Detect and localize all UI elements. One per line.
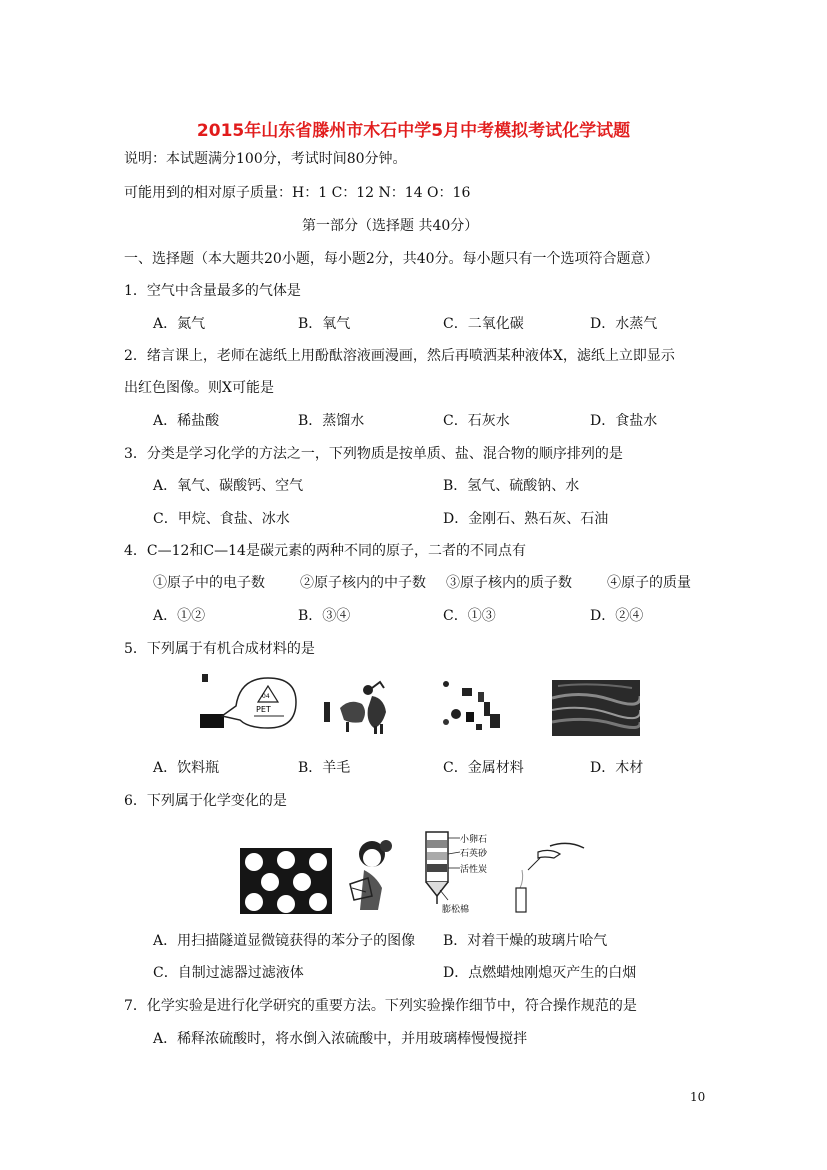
- question-6-stem: 6．下列属于化学变化的是: [124, 793, 287, 809]
- q4-option-c: C．①③: [443, 608, 496, 624]
- q4-option-b: B．③④: [298, 608, 351, 624]
- candle-smoke-image: [510, 836, 586, 916]
- q6-option-a: A．用扫描隧道显微镜获得的苯分子的图像: [153, 933, 416, 949]
- part-heading: 第一部分（选择题 共40分）: [302, 218, 479, 234]
- question-3-stem: 3．分类是学习化学的方法之一，下列物质是按单质、盐、混合物的顺序排列的是: [124, 446, 623, 462]
- q2-option-d: D．食盐水: [590, 413, 658, 429]
- section-heading: 一、选择题（本大题共20小题，每小题2分，共40分。每小题只有一个选项符合题意）: [124, 251, 659, 267]
- q4-item-3: ③原子核内的质子数: [446, 575, 572, 591]
- q3-option-c: C．甲烷、食盐、冰水: [153, 511, 290, 527]
- metal-material-image: [432, 678, 512, 734]
- page-number: 10: [690, 1090, 706, 1104]
- q4-item-1: ①原子中的电子数: [153, 575, 265, 591]
- q2-option-b: B．蒸馏水: [298, 413, 365, 429]
- q6-option-b: B．对着干燥的玻璃片哈气: [443, 933, 608, 949]
- svg-text:PET: PET: [256, 705, 271, 714]
- question-4-stem: 4．C—12和C—14是碳元素的两种不同的原子，二者的不同点有: [124, 543, 526, 559]
- q4-item-2: ②原子核内的中子数: [300, 575, 426, 591]
- q4-option-a: A．①②: [153, 608, 206, 624]
- question-2-stem-cont: 出红色图像。则X可能是: [124, 380, 274, 396]
- filter-label-activated-carbon: 活性炭: [460, 865, 488, 875]
- homemade-filter-image: [420, 826, 512, 920]
- q3-option-a: A．氧气、碳酸钙、空气: [153, 478, 304, 494]
- instructions: 说明：本试题满分100分，考试时间80分钟。: [124, 151, 407, 167]
- atomic-masses: 可能用到的相对原子质量：H：1 C：12 N：14 O：16: [124, 185, 471, 201]
- q1-option-a: A．氮气: [153, 316, 206, 332]
- breathing-on-glass-image: [342, 836, 412, 916]
- question-2-stem: 2．绪言课上，老师在滤纸上用酚酞溶液画漫画，然后再喷洒某种液体X，滤纸上立即显示: [124, 348, 675, 364]
- q6-option-d: D．点燃蜡烛刚熄灭产生的白烟: [443, 965, 637, 981]
- pet-bottle-image: [200, 672, 300, 740]
- wood-image: [552, 680, 640, 736]
- question-7-stem: 7．化学实验是进行化学研究的重要方法。下列实验操作细节中，符合操作规范的是: [124, 998, 637, 1014]
- svg-text:04: 04: [262, 693, 270, 700]
- q5-option-d: D．木材: [590, 760, 644, 776]
- filter-label-cotton: 膨松棉: [442, 905, 470, 915]
- page-title: 2015年山东省滕州市木石中学5月中考模拟考试化学试题: [196, 121, 631, 141]
- q1-option-b: B．氧气: [298, 316, 351, 332]
- question-1-stem: 1．空气中含量最多的气体是: [124, 283, 301, 299]
- q6-option-c: C．自制过滤器过滤液体: [153, 965, 304, 981]
- q7-option-a: A．稀释浓硫酸时，将水倒入浓硫酸中，并用玻璃棒慢慢搅拌: [153, 1031, 528, 1047]
- q2-option-a: A．稀盐酸: [153, 413, 220, 429]
- q5-option-c: C．金属材料: [443, 760, 524, 776]
- q3-option-b: B．氢气、硫酸钠、水: [443, 478, 580, 494]
- benzene-molecule-image: [240, 848, 332, 914]
- q1-option-d: D．水蒸气: [590, 316, 658, 332]
- q5-option-b: B．羊毛: [298, 760, 351, 776]
- filter-label-pebbles: 小卵石: [460, 835, 488, 845]
- filter-label-quartz-sand: 石英砂: [460, 849, 488, 859]
- q1-option-c: C．二氧化碳: [443, 316, 524, 332]
- q5-option-a: A．饮料瓶: [153, 760, 220, 776]
- q3-option-d: D．金刚石、熟石灰、石油: [443, 511, 609, 527]
- q4-option-d: D．②④: [590, 608, 644, 624]
- q2-option-c: C．石灰水: [443, 413, 510, 429]
- question-5-stem: 5．下列属于有机合成材料的是: [124, 641, 315, 657]
- sheep-wool-image: [322, 678, 402, 734]
- q4-item-4: ④原子的质量: [607, 575, 691, 591]
